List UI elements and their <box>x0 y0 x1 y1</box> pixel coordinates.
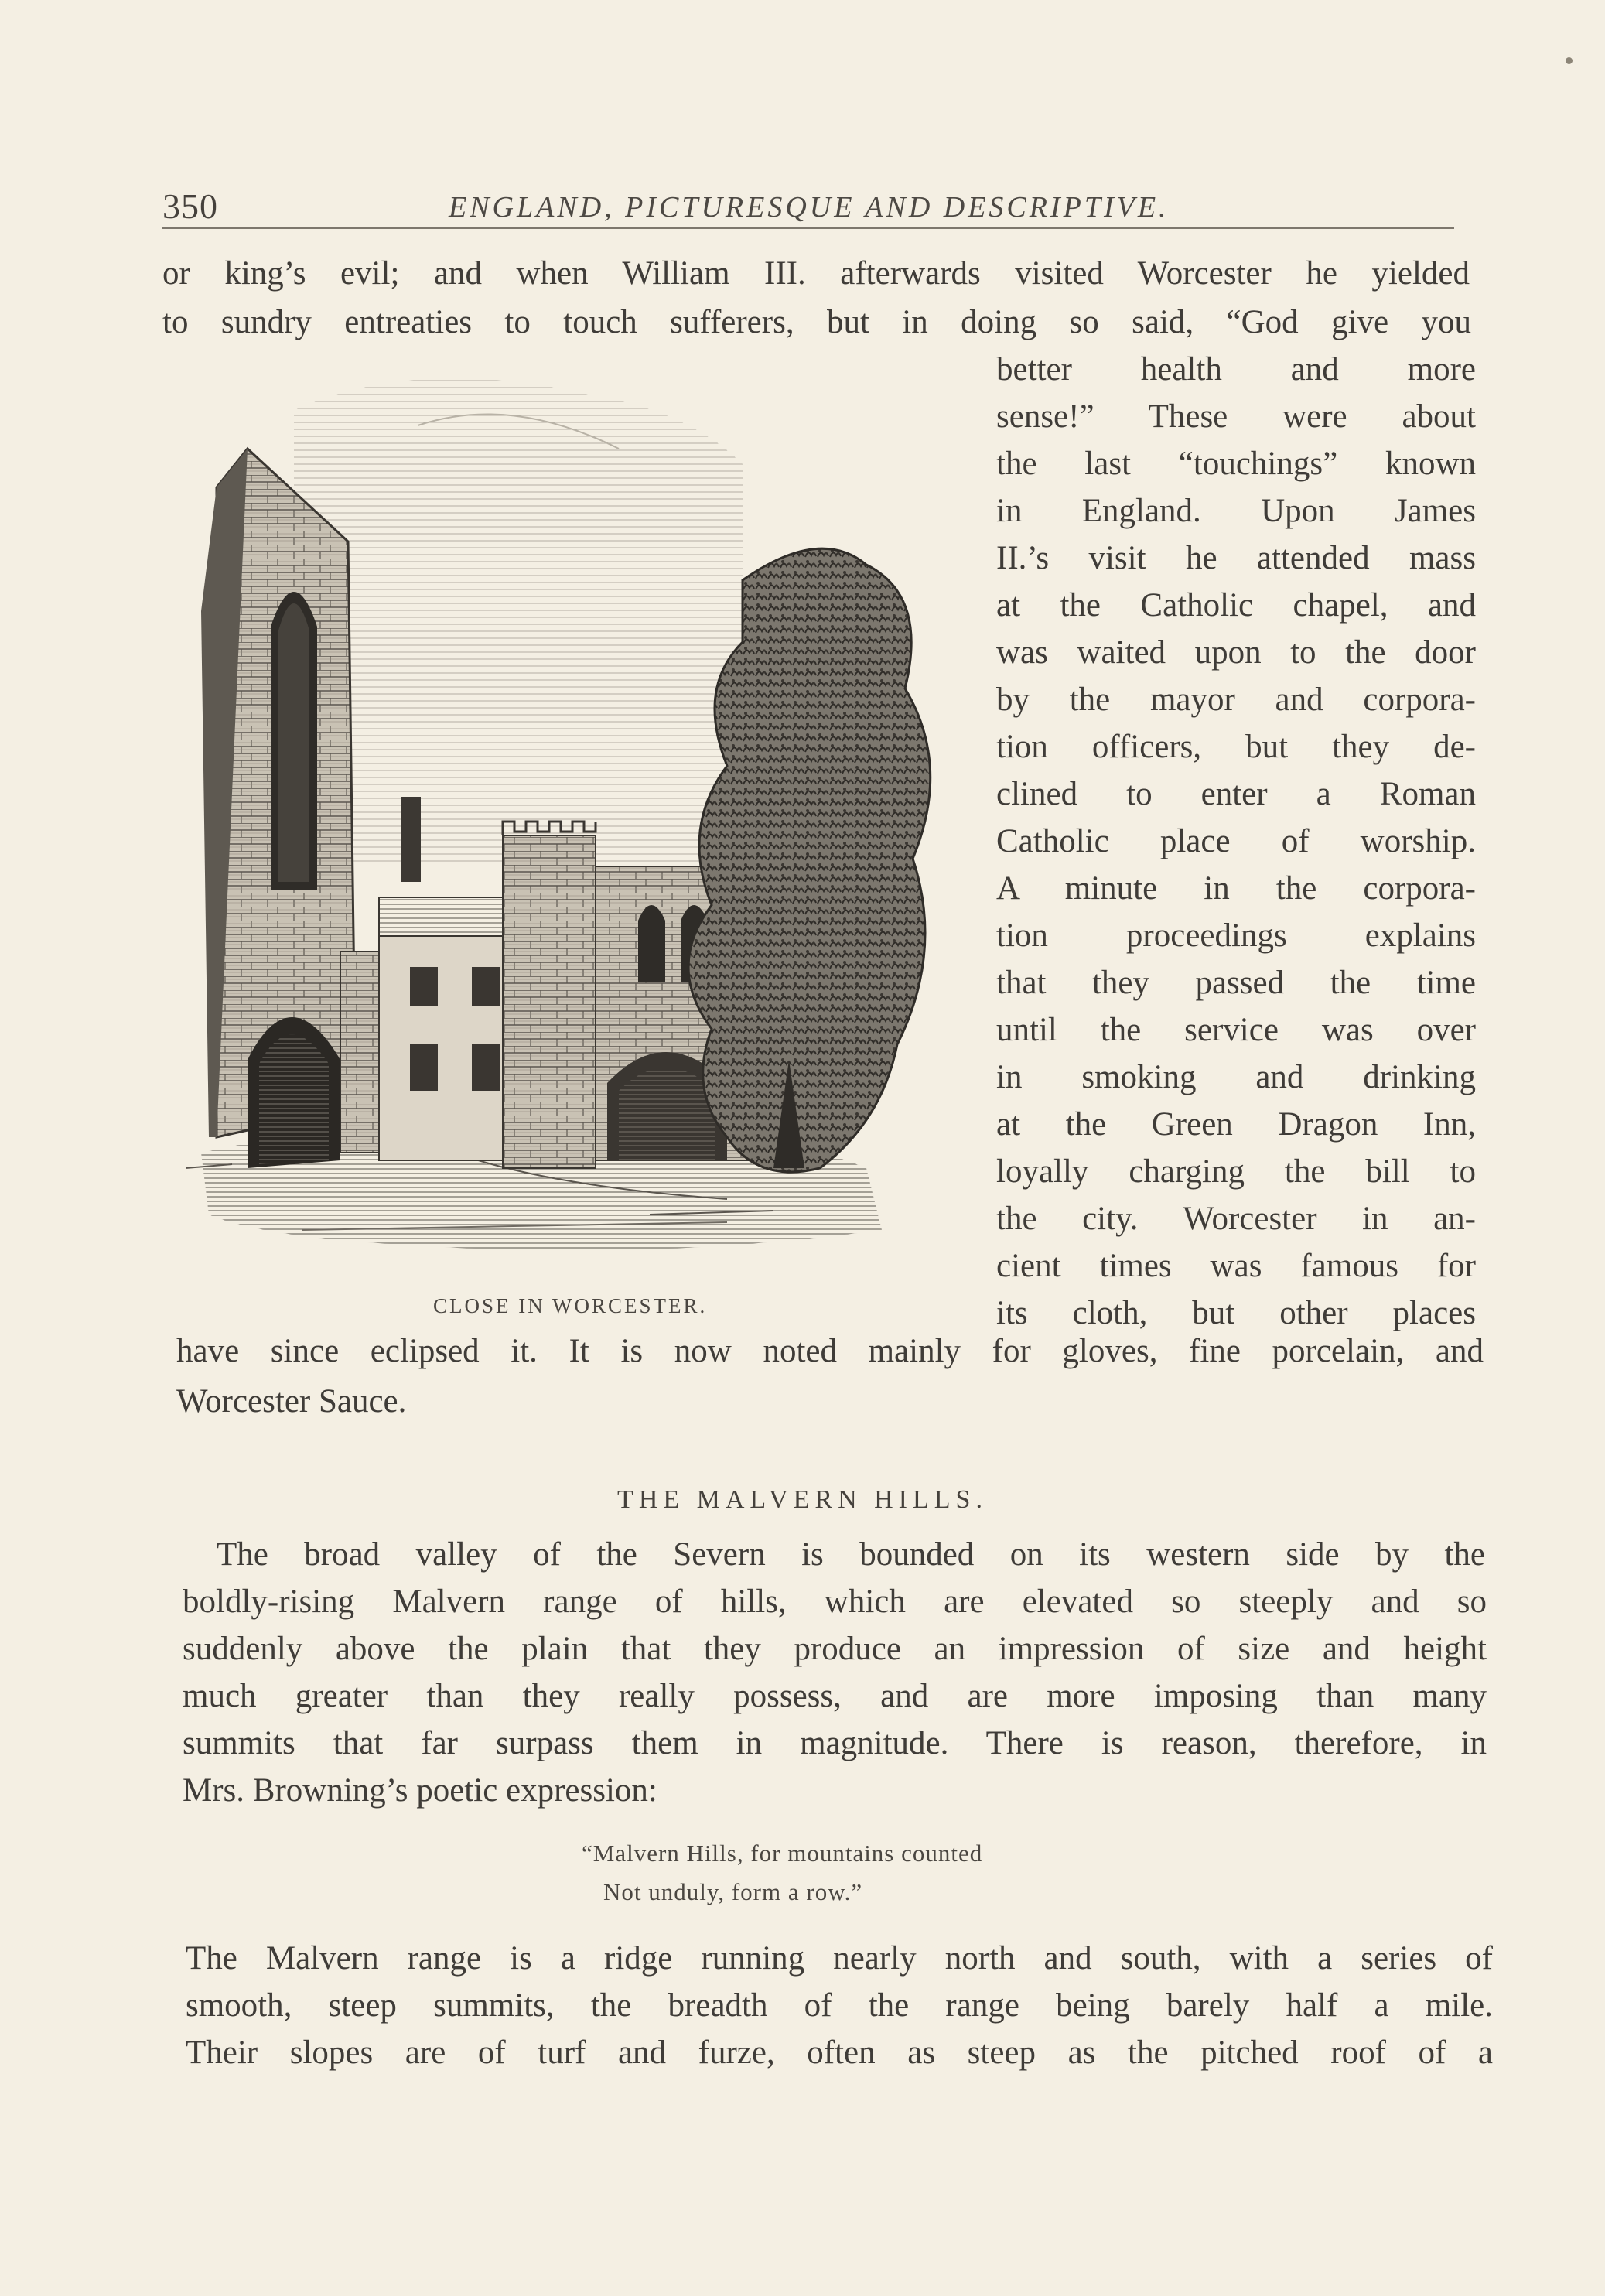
body-line: Mrs. Browning’s poetic expression: <box>183 1772 657 1809</box>
poem-quote-line: “Malvern Hills, for mountains counted <box>582 1840 983 1867</box>
body-line: its cloth, but other places <box>996 1295 1476 1331</box>
body-line: by the mayor and corpora- <box>996 682 1476 718</box>
body-line: Worcester Sauce. <box>176 1383 407 1420</box>
body-line: II.’s visit he attended mass <box>996 540 1476 576</box>
body-line: at the Catholic chapel, and <box>996 587 1476 624</box>
body-line: clined to enter a Roman <box>996 776 1476 812</box>
body-line: boldly-rising Malvern range of hills, which are elevated so steeply and so <box>183 1584 1487 1620</box>
body-line: Their slopes are of turf and furze, often as steep as the pitched roof of a <box>186 2035 1493 2071</box>
body-line: much greater than they really possess, and are more imposing than many <box>183 1678 1487 1714</box>
body-line: A minute in the corpora- <box>996 870 1476 907</box>
body-line: loyally charging the bill to <box>996 1153 1476 1190</box>
body-line: Catholic place of worship. <box>996 823 1476 859</box>
body-line: until the service was over <box>996 1012 1476 1048</box>
body-line: to sundry entreaties to touch sufferers, but in doing so said, “God give you <box>162 304 1471 340</box>
body-line: was waited upon to the door <box>996 634 1476 671</box>
body-line: suddenly above the plain that they produce an impression of size and height <box>183 1631 1487 1667</box>
page-speck <box>1566 57 1573 64</box>
body-line: have since eclipsed it. It is now noted mainly for gloves, fine porcelain, and <box>176 1333 1484 1369</box>
body-line: summits that far surpass them in magnitude. There is reason, therefore, in <box>183 1725 1487 1761</box>
body-line: better health and more <box>996 351 1476 388</box>
section-heading: THE MALVERN HILLS. <box>617 1485 988 1514</box>
body-line: the city. Worcester in an- <box>996 1201 1476 1237</box>
poem-quote-line: Not unduly, form a row.” <box>603 1878 863 1905</box>
body-line: at the Green Dragon Inn, <box>996 1106 1476 1143</box>
header-rule <box>162 227 1454 229</box>
page-header <box>162 186 1454 232</box>
body-line: tion proceedings explains <box>996 917 1476 954</box>
illustration-caption: CLOSE IN WORCESTER. <box>433 1294 708 1317</box>
body-line: The Malvern range is a ridge running nearly north and south, with a series of <box>186 1940 1493 1977</box>
body-line: the last “touchings” known <box>996 446 1476 482</box>
running-title: ENGLAND, PICTURESQUE AND DESCRIPTIVE. <box>449 191 1170 224</box>
body-line: smooth, steep summits, the breadth of the range being barely half a mile. <box>186 1987 1493 2024</box>
body-line: or king’s evil; and when William III. afterwards visited Worcester he yielded <box>162 255 1470 292</box>
engraving-illustration <box>186 364 967 1276</box>
body-line: tion officers, but they de- <box>996 729 1476 765</box>
body-line: sense!” These were about <box>996 398 1476 435</box>
page-number: 350 <box>162 186 218 226</box>
body-line: in smoking and drinking <box>996 1059 1476 1095</box>
body-line: in England. Upon James <box>996 493 1476 529</box>
body-line: that they passed the time <box>996 965 1476 1001</box>
body-line: The broad valley of the Severn is bounded on its western side by the <box>217 1536 1485 1573</box>
body-line: cient times was famous for <box>996 1248 1476 1284</box>
